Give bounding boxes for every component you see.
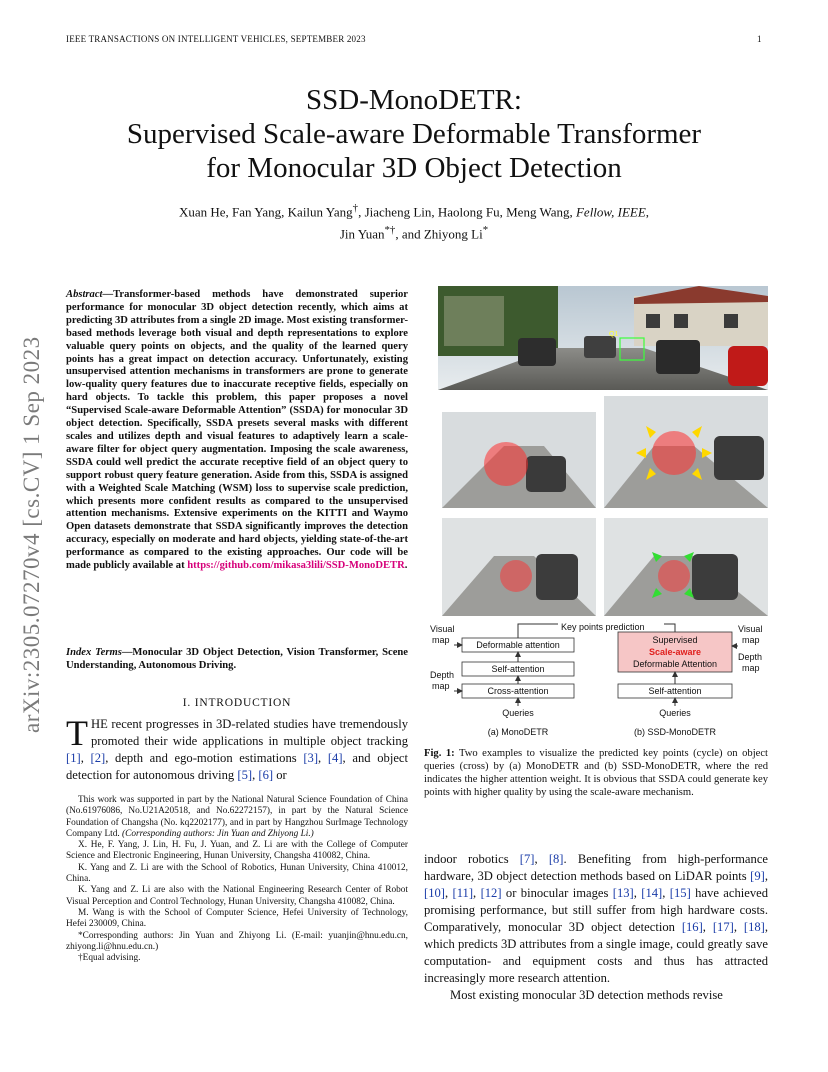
depth-map-label-b: Depth map bbox=[738, 652, 763, 673]
authors-text: Jin Yuan bbox=[339, 226, 385, 242]
dagger-mark: † bbox=[352, 202, 359, 214]
paper-title bbox=[0, 83, 828, 185]
key-points-label: Key points prediction bbox=[561, 622, 645, 632]
index-terms bbox=[66, 647, 408, 673]
body-text: indoor robotics bbox=[424, 852, 520, 866]
citation[interactable]: [1] bbox=[66, 751, 81, 765]
index-terms-text: —Monocular 3D Object Detection, Vision Transformer, Scene Understanding, Autonomous Driving. bbox=[66, 647, 408, 671]
authors-text: , Jiacheng Lin, Haolong Fu, Meng Wang, bbox=[358, 204, 573, 220]
body-text: have achieved promising performance, but still suffer from high hardware costs. Comparatively, monocular 3D object detection bbox=[424, 886, 769, 934]
street-scene-image bbox=[438, 286, 768, 390]
attention-panel-a2 bbox=[442, 518, 596, 616]
citation[interactable]: [14] bbox=[641, 886, 663, 900]
code-link[interactable]: https://github.com/mikasa3lili/SSD-MonoDETR bbox=[187, 560, 405, 572]
visual-map-label-b: Visual map bbox=[738, 624, 763, 645]
citation[interactable]: [4] bbox=[327, 751, 343, 765]
diagram-monodetr bbox=[430, 622, 645, 737]
sep: , bbox=[252, 768, 259, 782]
deformable-attention-label: Deformable attention bbox=[476, 640, 560, 650]
sep: , bbox=[733, 920, 744, 934]
star-dagger-mark: *† bbox=[384, 224, 396, 237]
title-line-1: SSD-MonoDETR: bbox=[306, 84, 522, 116]
intro-text: or bbox=[273, 768, 287, 782]
citation[interactable]: [18] bbox=[743, 920, 765, 934]
attention-panel-b2 bbox=[604, 518, 768, 616]
self-attention-label-b: Self-attention bbox=[648, 686, 702, 696]
authors-text: , bbox=[645, 204, 650, 220]
authors-text: , and Zhiyong Li bbox=[395, 226, 483, 242]
citation[interactable]: [13] bbox=[612, 886, 634, 900]
citation[interactable]: [9] bbox=[750, 869, 765, 883]
figure-caption bbox=[424, 747, 768, 799]
footnote: †Equal advising. bbox=[78, 953, 141, 964]
queries-label-a: Queries bbox=[502, 708, 534, 718]
footnote: K. Yang and Z. Li are with the School of Robotics, Hunan University, China 410012, China. bbox=[66, 862, 408, 885]
citation[interactable]: [17] bbox=[712, 920, 734, 934]
footnote: X. He, F. Yang, J. Lin, H. Fu, J. Yuan, and Z. Li are with the College of Computer Science and Electronic Engineering, Hunan University, Changsha 410082, China. bbox=[66, 840, 408, 862]
diagram-ssd-monodetr bbox=[618, 624, 762, 737]
section-heading: I. INTRODUCTION bbox=[182, 697, 292, 709]
sep: , bbox=[662, 886, 670, 900]
scale-aware-label: Scale-aware bbox=[648, 647, 702, 657]
citation[interactable]: [12] bbox=[480, 886, 502, 900]
footnote-text: (Corresponding authors: Jin Yuan and Zhiyong Li.) bbox=[119, 828, 314, 839]
abstract-end: . bbox=[404, 560, 408, 572]
citation[interactable]: [8] bbox=[548, 852, 564, 866]
body-text: or binocular images bbox=[501, 886, 613, 900]
footnote-text: This work was supported in part by the National Natural Science Foundation of China (No.61976086, No.U21A20518, and No.62272157), in part by the Natural Science Foundation of Changsha (No. kq2202177), and in part by Hangzhou SurImage Technology Company Ltd. bbox=[66, 795, 408, 839]
abstract-label: Abstract bbox=[66, 289, 103, 300]
sep: , bbox=[318, 751, 328, 765]
citation[interactable]: [7] bbox=[519, 852, 535, 866]
citation[interactable]: [11] bbox=[452, 886, 474, 900]
paragraph: Most existing monocular 3D detection methods revise bbox=[450, 988, 723, 1002]
right-column-text bbox=[424, 851, 768, 1004]
drop-cap: T bbox=[66, 713, 88, 753]
attention-panel-b1 bbox=[604, 396, 768, 508]
page-number: 1 bbox=[757, 34, 762, 44]
queries-label-b: Queries bbox=[659, 708, 691, 718]
abstract bbox=[66, 289, 408, 573]
cross-attention-label: Cross-attention bbox=[487, 686, 549, 696]
authors-text: Xuan He, Fan Yang, Kailun Yang bbox=[178, 204, 353, 220]
figure-1-graphic bbox=[424, 286, 768, 741]
sep: , bbox=[702, 920, 713, 934]
citation[interactable]: [6] bbox=[258, 768, 274, 782]
star-mark: * bbox=[482, 224, 489, 237]
index-terms-label: Index Terms bbox=[66, 647, 122, 658]
intro-text: , and object detection for autonomous driving bbox=[66, 751, 409, 782]
author-list bbox=[0, 199, 828, 244]
sep: , bbox=[444, 886, 453, 900]
caption-b-label: (b) SSD-MonoDETR bbox=[633, 727, 717, 737]
supervised-label: Supervised bbox=[652, 635, 698, 645]
title-line-3: for Monocular 3D Object Detection bbox=[206, 152, 622, 184]
deformable-attention-b-label: Deformable Attention bbox=[632, 659, 718, 669]
intro-text: HE recent progresses in 3D-related studies have tremendously promoted their wide applications in multiple object tracking bbox=[91, 717, 408, 748]
citation[interactable]: [15] bbox=[669, 886, 691, 900]
sep: , bbox=[633, 886, 642, 900]
intro-text: , depth and ego-motion estimations bbox=[105, 751, 304, 765]
footnote: *Corresponding authors: Jin Yuan and Zhiyong Li. (E-mail: yuanjin@hnu.edu.cn, zhiyong.li@hnu.edu.cn.) bbox=[66, 930, 408, 952]
running-header: IEEE TRANSACTIONS ON INTELLIGENT VEHICLES, SEPTEMBER 2023 bbox=[66, 34, 366, 44]
sep: , bbox=[473, 886, 481, 900]
paragraph bbox=[424, 851, 768, 987]
footnote: K. Yang and Z. Li are also with the National Engineering Research Center of Robot Visual Perception and Control Technology, Hunan University, Changsha 410082, China. bbox=[66, 885, 408, 907]
fellow-title: Fellow, IEEE bbox=[575, 204, 646, 220]
figure-1 bbox=[424, 286, 768, 741]
sep: , bbox=[764, 869, 768, 883]
self-attention-label-a: Self-attention bbox=[491, 664, 545, 674]
footnotes bbox=[66, 795, 408, 964]
citation[interactable]: [3] bbox=[303, 751, 319, 765]
visual-map-label: Visual map bbox=[430, 624, 455, 645]
car-label: Q1 bbox=[609, 331, 619, 338]
arxiv-stamp: arXiv:2305.07270v4 [cs.CV] 1 Sep 2023 bbox=[19, 336, 44, 733]
citation[interactable]: [16] bbox=[681, 920, 703, 934]
citation[interactable]: [10] bbox=[424, 886, 445, 900]
sep: , bbox=[534, 852, 549, 866]
caption-text: Two examples to visualize the predicted key points (cycle) on object queries (cross) by (a) MonoDETR and (b) SSD-MonoDETR, where the red indicates the higher attention weight. It is obvious that SSDA could generate key points with higher quality by using the scale-aware mechanism. bbox=[424, 748, 768, 798]
depth-map-label-a: Depth map bbox=[430, 670, 455, 691]
sep: , bbox=[80, 751, 91, 765]
footnote: M. Wang is with the School of Computer Science, Hefei University of Technology, Hefei 230009, China. bbox=[66, 907, 408, 930]
citation[interactable]: [2] bbox=[90, 751, 106, 765]
citation[interactable]: [5] bbox=[237, 768, 253, 782]
intro-paragraph bbox=[66, 713, 409, 784]
body-text: . Benefiting from high-performance hardware, 3D object detection methods based on LiDAR points bbox=[424, 852, 768, 883]
caption-a-label: (a) MonoDETR bbox=[487, 727, 549, 737]
attention-panel-a1 bbox=[442, 412, 596, 508]
abstract-text: —Transformer-based methods have demonstrated superior performance for monocular 3D object detection recently, which aims at predicting 3D attributes from a single 2D image. Most existing transformer-based methods leverage both visual and depth representations to explore valuable query points on objects, and the quality of the learned query points has a great impact on detection accuracy. Unfortunately, existing unsupervised attention mechanisms in transformers are prone to generate low-quality query features due to inaccurate receptive fields, especially on hard objects. To tackle this problem, this paper proposes a novel “Supervised Scale-aware Deformable Attention” (SSDA) for monocular 3D object detection. Specifically, SSDA presets several masks with different scales and utilizes depth and visual features to adaptively learn a scale-aware filter for object query augmentation. Imposing the scale awareness, SSDA could well predict the accurate receptive field of an object query to support robust query feature generation. Aside from this, SSDA is assigned with a Weighted Scale Matching (WSM) loss to supervise scale prediction, which presents more confident results as compared to the unsupervised attention mechanisms. Extensive experiments on the KITTI and Waymo Open datasets demonstrate that SSDA significantly improves the detection accuracy, especially on moderate and hard objects, yielding state-of-the-art performance as compared to the existing approaches. Our code will be made publicly available at bbox=[66, 289, 408, 572]
caption-label: Fig. 1: bbox=[424, 748, 455, 759]
title-line-2: Supervised Scale-aware Deformable Transformer bbox=[126, 118, 702, 150]
body-text: , which predicts 3D attributes from a single image, could greatly save computation- and equipment costs and thus has attracted increasingly more research attention. bbox=[424, 920, 769, 985]
footnote-funding bbox=[66, 795, 408, 840]
